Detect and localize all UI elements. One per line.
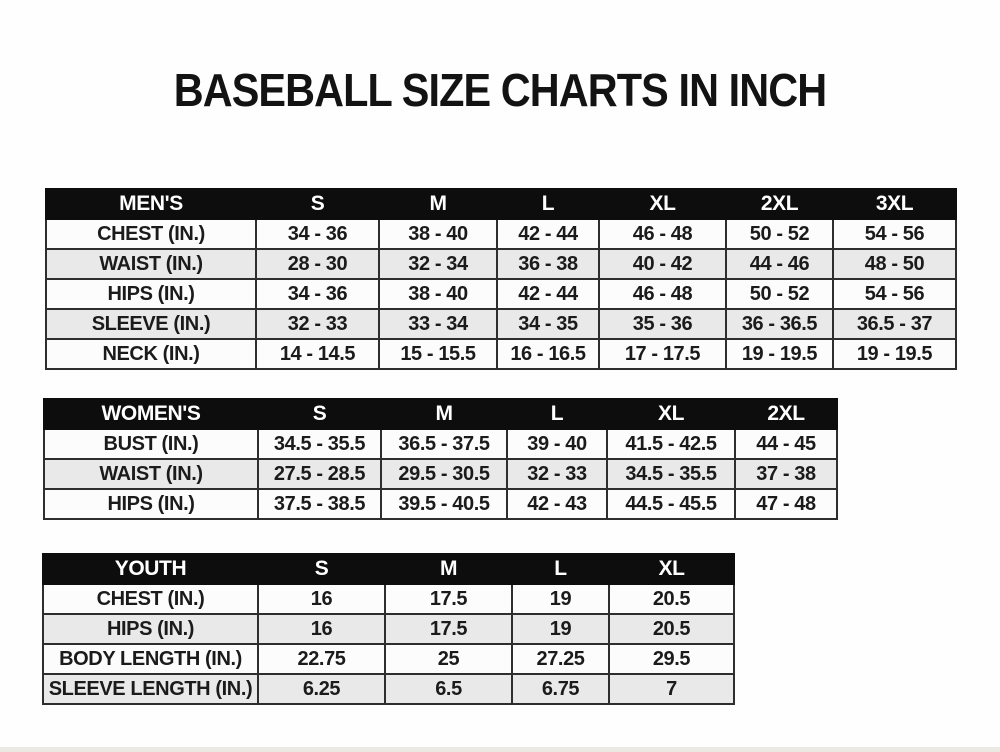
header-row [43, 554, 734, 584]
size-value-cell: 41.5 - 42.5 [607, 429, 735, 459]
size-value-cell: 16 [258, 584, 385, 614]
size-value-cell: 44.5 - 45.5 [607, 489, 735, 519]
size-value-cell: 29.5 [609, 644, 734, 674]
column-header: M [385, 554, 512, 584]
table-row [46, 339, 956, 369]
row-label: CHEST (IN.) [43, 584, 258, 614]
column-header: S [258, 554, 385, 584]
size-value-cell: 35 - 36 [599, 309, 726, 339]
column-header: XL [599, 189, 726, 219]
size-value-cell: 29.5 - 30.5 [381, 459, 507, 489]
size-value-cell: 34 - 36 [256, 279, 379, 309]
row-label: WAIST (IN.) [46, 249, 256, 279]
size-value-cell: 54 - 56 [833, 279, 956, 309]
row-label: NECK (IN.) [46, 339, 256, 369]
table-row [46, 279, 956, 309]
size-value-cell: 34.5 - 35.5 [258, 429, 381, 459]
column-header: M [381, 399, 507, 429]
size-value-cell: 46 - 48 [599, 279, 726, 309]
womens-size-table [43, 398, 838, 520]
header-row [46, 189, 956, 219]
size-value-cell: 36.5 - 37 [833, 309, 956, 339]
table-row [43, 584, 734, 614]
size-value-cell: 32 - 33 [256, 309, 379, 339]
size-value-cell: 20.5 [609, 614, 734, 644]
table-row [44, 429, 837, 459]
size-value-cell: 38 - 40 [379, 279, 497, 309]
size-value-cell: 33 - 34 [379, 309, 497, 339]
column-header: 2XL [726, 189, 833, 219]
size-value-cell: 44 - 45 [735, 429, 837, 459]
header-row [44, 399, 837, 429]
column-header: L [497, 189, 599, 219]
column-header: L [512, 554, 609, 584]
size-value-cell: 39 - 40 [507, 429, 607, 459]
size-value-cell: 27.5 - 28.5 [258, 459, 381, 489]
size-value-cell: 39.5 - 40.5 [381, 489, 507, 519]
size-value-cell: 32 - 33 [507, 459, 607, 489]
column-header: XL [607, 399, 735, 429]
row-label: CHEST (IN.) [46, 219, 256, 249]
table-row [43, 674, 734, 704]
youth-size-table [42, 553, 735, 705]
size-value-cell: 16 - 16.5 [497, 339, 599, 369]
mens-size-table [45, 188, 957, 370]
size-value-cell: 17 - 17.5 [599, 339, 726, 369]
group-header: MEN'S [46, 189, 256, 219]
size-value-cell: 42 - 44 [497, 279, 599, 309]
row-label: SLEEVE LENGTH (IN.) [43, 674, 258, 704]
row-label: BODY LENGTH (IN.) [43, 644, 258, 674]
group-header: YOUTH [43, 554, 258, 584]
size-value-cell: 34 - 35 [497, 309, 599, 339]
size-value-cell: 17.5 [385, 614, 512, 644]
row-label: SLEEVE (IN.) [46, 309, 256, 339]
table-row [44, 489, 837, 519]
table-row [44, 459, 837, 489]
size-value-cell: 54 - 56 [833, 219, 956, 249]
table-row [43, 644, 734, 674]
table-row [46, 219, 956, 249]
column-header: L [507, 399, 607, 429]
size-value-cell: 37 - 38 [735, 459, 837, 489]
size-value-cell: 25 [385, 644, 512, 674]
size-value-cell: 6.75 [512, 674, 609, 704]
row-label: BUST (IN.) [44, 429, 258, 459]
table-row [46, 309, 956, 339]
size-value-cell: 7 [609, 674, 734, 704]
size-value-cell: 48 - 50 [833, 249, 956, 279]
column-header: S [256, 189, 379, 219]
size-value-cell: 6.5 [385, 674, 512, 704]
size-value-cell: 34.5 - 35.5 [607, 459, 735, 489]
size-value-cell: 34 - 36 [256, 219, 379, 249]
column-header: XL [609, 554, 734, 584]
size-value-cell: 38 - 40 [379, 219, 497, 249]
size-value-cell: 47 - 48 [735, 489, 837, 519]
size-value-cell: 42 - 44 [497, 219, 599, 249]
column-header: 2XL [735, 399, 837, 429]
size-value-cell: 19 [512, 584, 609, 614]
size-value-cell: 17.5 [385, 584, 512, 614]
size-value-cell: 16 [258, 614, 385, 644]
size-value-cell: 22.75 [258, 644, 385, 674]
size-value-cell: 50 - 52 [726, 279, 833, 309]
size-value-cell: 19 [512, 614, 609, 644]
size-value-cell: 20.5 [609, 584, 734, 614]
size-value-cell: 19 - 19.5 [726, 339, 833, 369]
size-value-cell: 28 - 30 [256, 249, 379, 279]
size-value-cell: 46 - 48 [599, 219, 726, 249]
size-value-cell: 6.25 [258, 674, 385, 704]
size-value-cell: 36.5 - 37.5 [381, 429, 507, 459]
page-title: BASEBALL SIZE CHARTS IN INCH [173, 64, 827, 116]
row-label: HIPS (IN.) [46, 279, 256, 309]
column-header: 3XL [833, 189, 956, 219]
size-value-cell: 44 - 46 [726, 249, 833, 279]
group-header: WOMEN'S [44, 399, 258, 429]
size-value-cell: 37.5 - 38.5 [258, 489, 381, 519]
size-value-cell: 42 - 43 [507, 489, 607, 519]
table-row [46, 249, 956, 279]
size-value-cell: 27.25 [512, 644, 609, 674]
row-label: WAIST (IN.) [44, 459, 258, 489]
size-value-cell: 36 - 36.5 [726, 309, 833, 339]
size-value-cell: 40 - 42 [599, 249, 726, 279]
column-header: M [379, 189, 497, 219]
size-value-cell: 50 - 52 [726, 219, 833, 249]
size-value-cell: 19 - 19.5 [833, 339, 956, 369]
row-label: HIPS (IN.) [44, 489, 258, 519]
size-value-cell: 14 - 14.5 [256, 339, 379, 369]
bottom-edge-strip [0, 747, 1000, 752]
size-value-cell: 32 - 34 [379, 249, 497, 279]
size-value-cell: 15 - 15.5 [379, 339, 497, 369]
column-header: S [258, 399, 381, 429]
size-value-cell: 36 - 38 [497, 249, 599, 279]
table-row [43, 614, 734, 644]
row-label: HIPS (IN.) [43, 614, 258, 644]
